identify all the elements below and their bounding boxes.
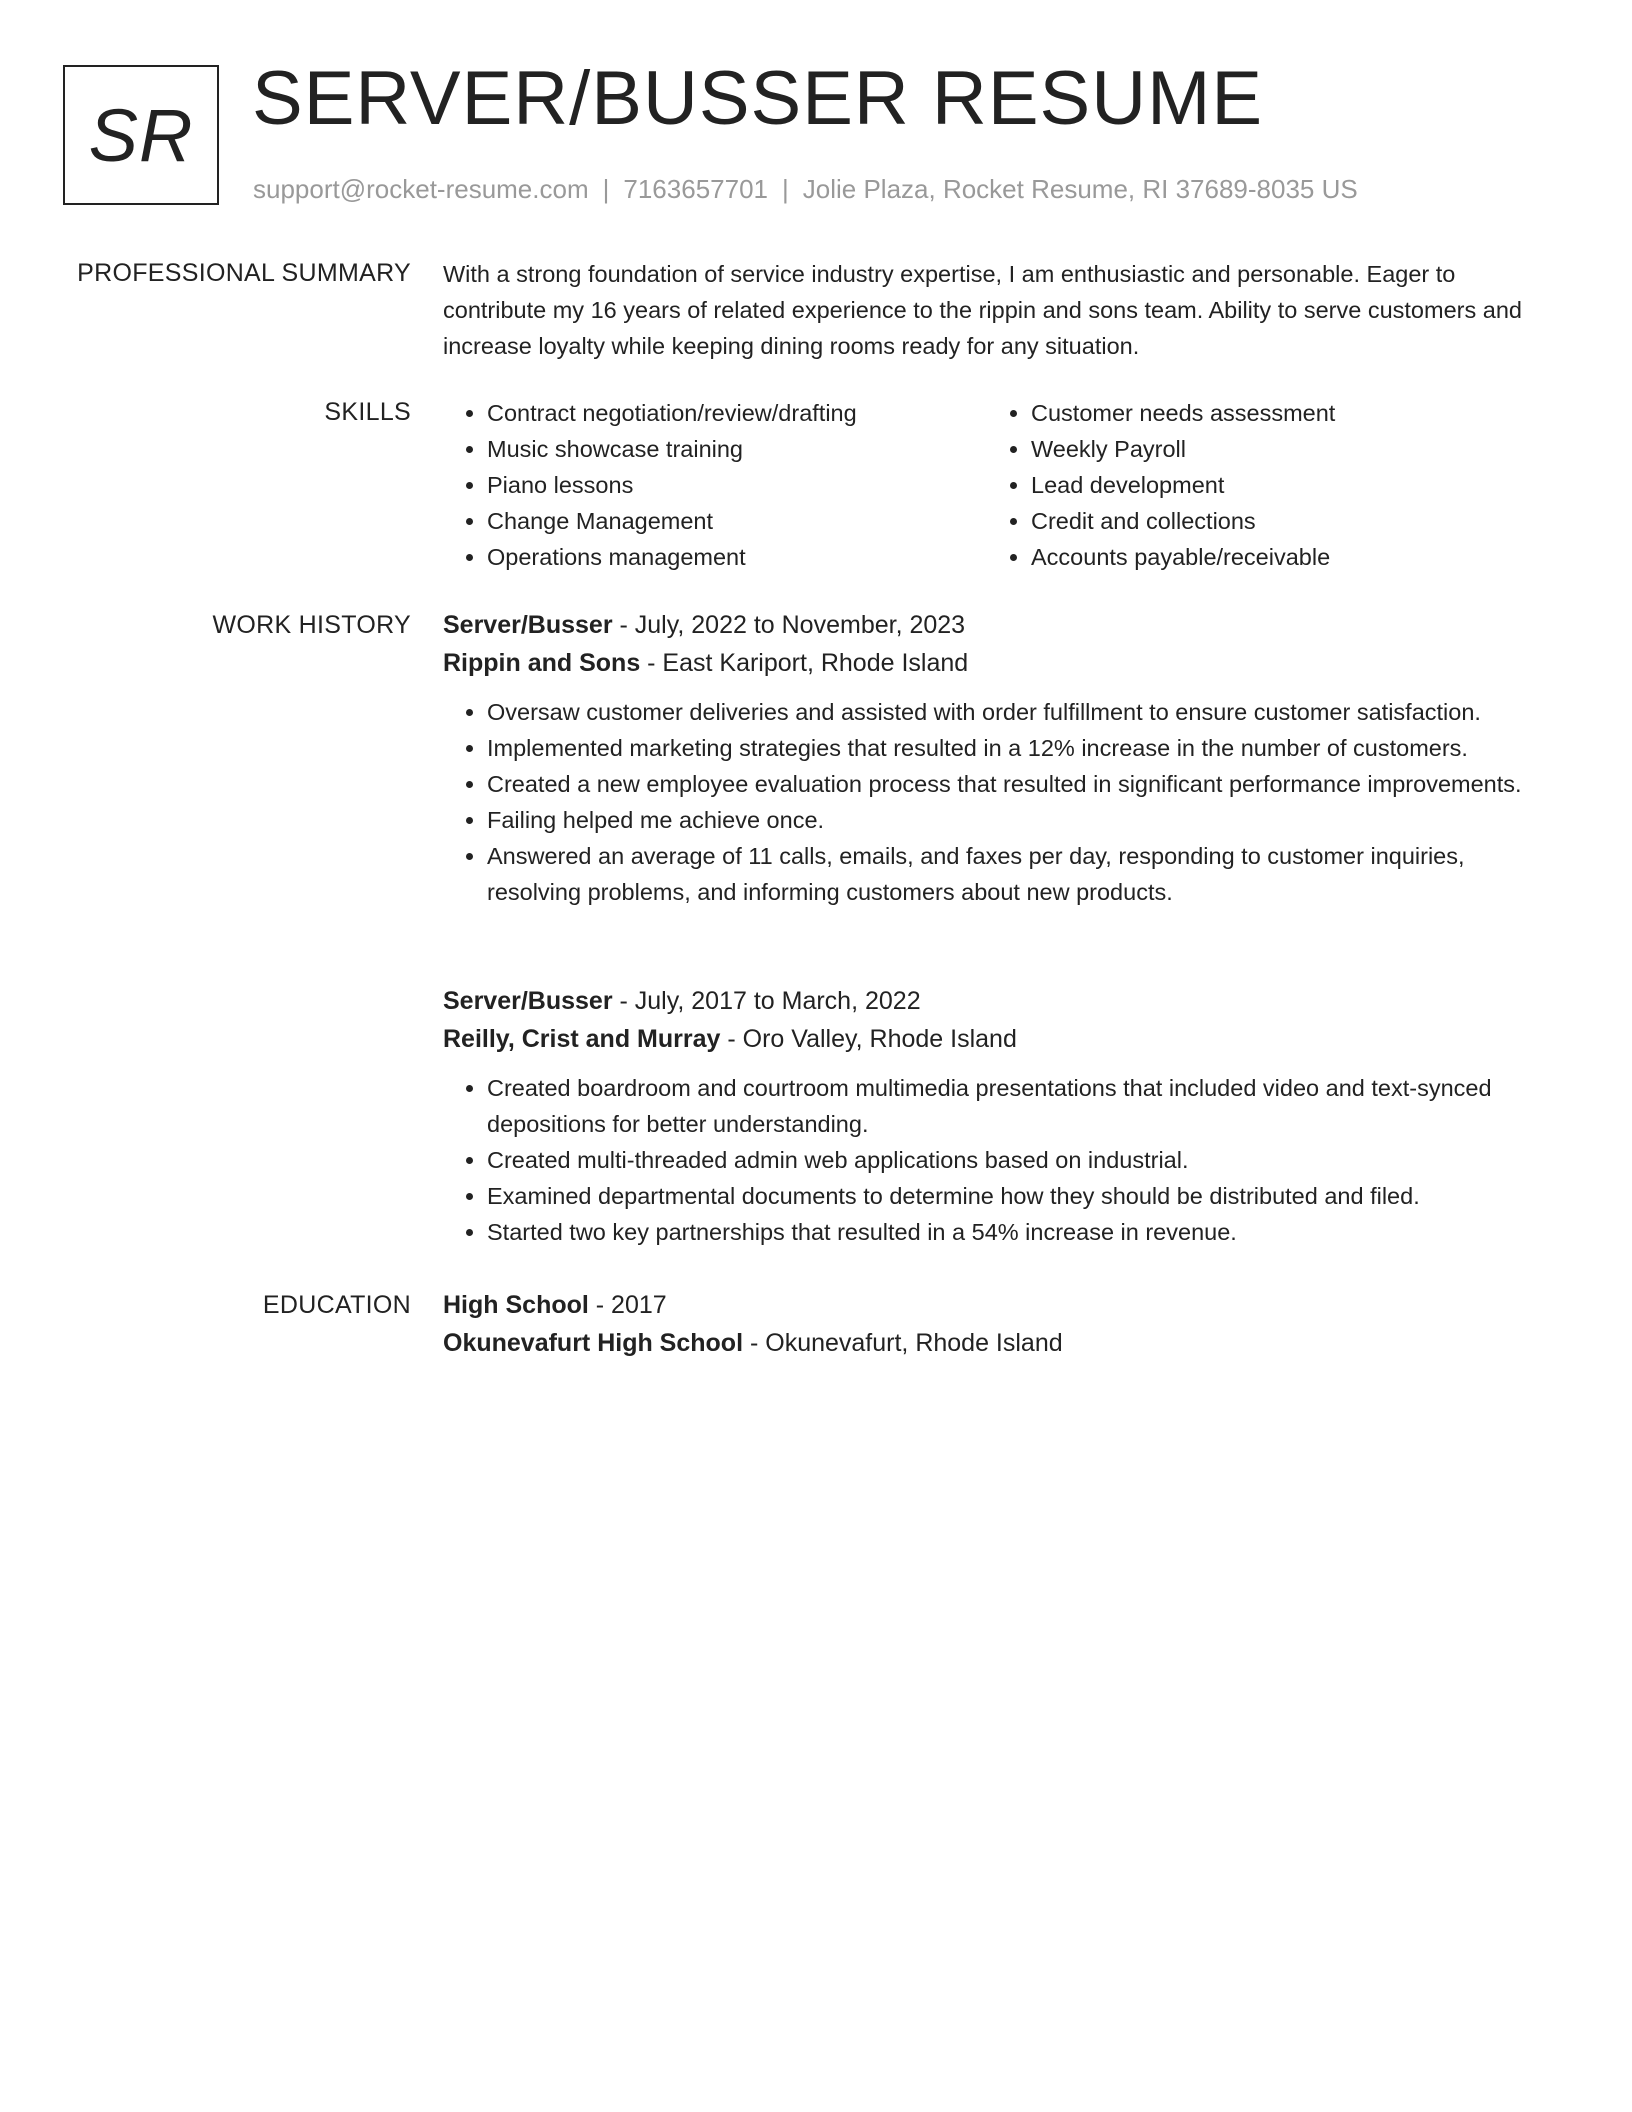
skill-item: • Lead development — [1031, 467, 1531, 503]
education-school: Okunevafurt High School — [443, 1329, 744, 1357]
section-label-summary: PROFESSIONAL SUMMARY — [77, 259, 411, 287]
job-location: - Oro Valley, Rhode Island — [720, 1025, 1017, 1053]
job-company-line — [443, 644, 1553, 682]
skill-item: • Operations management — [487, 539, 987, 575]
skill-item: • Customer needs assessment — [1031, 395, 1531, 431]
section-label-education: EDUCATION — [262, 1291, 411, 1319]
job-bullet: • Failing helped me achieve once. — [487, 802, 1553, 838]
education-location: - Okunevafurt, Rhode Island — [743, 1329, 1063, 1357]
job-dates: - July, 2022 to November, 2023 — [612, 611, 966, 639]
education-year: - 2017 — [588, 1291, 667, 1319]
education-school-line — [443, 1324, 1553, 1362]
job-location: - East Kariport, Rhode Island — [640, 649, 969, 677]
monogram-logo: SR — [63, 65, 219, 205]
job-entry — [443, 606, 1553, 910]
contact-email[interactable]: support@rocket-resume.com — [253, 174, 589, 204]
job-title: Server/Busser — [443, 611, 613, 639]
job-dates: - July, 2017 to March, 2022 — [612, 987, 921, 1015]
job-title: Server/Busser — [443, 987, 613, 1015]
job-bullets — [443, 1070, 1553, 1250]
job-bullet: • Examined departmental documents to determine how they should be distributed and filed. — [487, 1178, 1553, 1214]
contact-line — [253, 172, 1358, 206]
job-company-line — [443, 1020, 1553, 1058]
resume-title: SERVER/BUSSER RESUME — [252, 56, 1264, 141]
skill-item: • Accounts payable/receivable — [1031, 539, 1531, 575]
job-bullet: • Answered an average of 11 calls, emails, and faxes per day, responding to customer inquiries, resolving problems, and informing customers about new products. — [487, 838, 1553, 910]
education-entry — [443, 1286, 1553, 1362]
skill-item: • Piano lessons — [487, 467, 987, 503]
job-bullet: • Started two key partnerships that resulted in a 54% increase in revenue. — [487, 1214, 1553, 1250]
skills-section — [443, 395, 1553, 575]
skill-item: • Change Management — [487, 503, 987, 539]
skills-list-left — [443, 395, 987, 575]
contact-address: Jolie Plaza, Rocket Resume, RI 37689-8035 US — [802, 174, 1358, 204]
summary-text: With a strong foundation of service industry expertise, I am enthusiastic and personable. Eager to contribute my 16 years of related experience to the rippin and sons team. Ability to serve customers and increase loyalty while keeping dining rooms ready for any situation. — [443, 261, 1522, 359]
job-bullet: • Created boardroom and courtroom multimedia presentations that included video and text-synced depositions for better understanding. — [487, 1070, 1553, 1142]
job-company: Rippin and Sons — [443, 649, 641, 677]
skills-list-right — [987, 395, 1531, 575]
job-title-line — [443, 982, 1553, 1020]
skill-item: • Credit and collections — [1031, 503, 1531, 539]
section-label-skills: SKILLS — [324, 398, 411, 426]
contact-separator: | — [782, 174, 789, 204]
skill-item: • Music showcase training — [487, 431, 987, 467]
job-bullet: • Created multi-threaded admin web applications based on industrial. — [487, 1142, 1553, 1178]
job-company: Reilly, Crist and Murray — [443, 1025, 721, 1053]
contact-separator: | — [602, 174, 610, 204]
education-degree: High School — [443, 1291, 589, 1319]
education-degree-line — [443, 1286, 1553, 1324]
job-bullets — [443, 694, 1553, 910]
section-label-work-history: WORK HISTORY — [212, 611, 411, 639]
job-title-line — [443, 606, 1553, 644]
skill-item: • Weekly Payroll — [1031, 431, 1531, 467]
contact-phone[interactable]: 7163657701 — [623, 174, 768, 204]
job-bullet: • Implemented marketing strategies that resulted in a 12% increase in the number of customers. — [487, 730, 1553, 766]
skill-item: • Contract negotiation/review/drafting — [487, 395, 987, 431]
job-bullet: • Created a new employee evaluation process that resulted in significant performance improvements. — [487, 766, 1553, 802]
job-bullet: • Oversaw customer deliveries and assisted with order fulfillment to ensure customer satisfaction. — [487, 694, 1553, 730]
job-entry — [443, 982, 1553, 1250]
